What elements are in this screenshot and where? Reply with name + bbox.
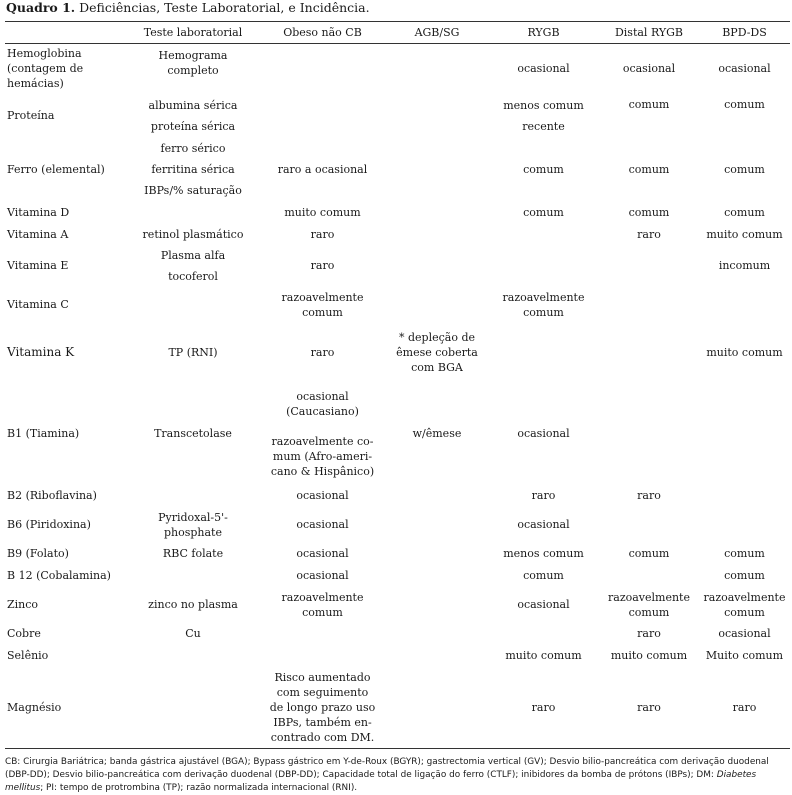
cell-line: phosphate (163, 525, 222, 539)
lab-test-cell: retinol plasmático (142, 227, 244, 241)
caption-label: Quadro 1. (6, 0, 76, 15)
header-cell: Obeso não CB (259, 22, 386, 44)
table-cell (699, 287, 790, 323)
table-cell (386, 565, 488, 587)
table-cell: raro (310, 227, 335, 241)
cell-line: recente (522, 119, 565, 133)
table-cell (599, 587, 699, 623)
table-cell (699, 485, 790, 507)
table-row (5, 224, 790, 245)
cell-line: Risco aumentado (274, 670, 371, 684)
table-cell (386, 224, 488, 245)
header-cell: AGB/SG (386, 22, 488, 44)
cell-line: razoavelmente co- (271, 434, 374, 448)
cell-line: ferritina sérica (151, 163, 235, 176)
table-cell: raro (637, 227, 661, 241)
table-cell (599, 383, 699, 485)
table-cell: Muito comum (705, 649, 784, 662)
cell-line: comum (523, 305, 564, 319)
table-cell: w/êmese (412, 427, 462, 440)
row-label (5, 44, 127, 94)
header-row (5, 22, 790, 44)
table-cell (386, 485, 488, 507)
cell-line: Plasma alfa (160, 248, 226, 262)
table-cell (386, 44, 488, 94)
table-cell: comum (724, 569, 765, 582)
table-cell (599, 507, 699, 543)
table-cell (699, 587, 790, 623)
cell-line: com seguimento (276, 685, 369, 699)
table-row (5, 565, 790, 587)
row-label-line: (contagem de (7, 62, 84, 76)
row-label-line: hemácias) (7, 77, 64, 91)
table-cell: raro (531, 489, 556, 502)
table-cell (488, 94, 599, 138)
lab-test-cell (127, 138, 259, 202)
cell-line: proteína sérica (150, 119, 236, 133)
row-label: Proteína (7, 109, 55, 122)
table-cell: muito comum (284, 206, 361, 219)
table-cell: raro (310, 346, 335, 359)
table-cell (259, 645, 386, 667)
row-label: Selênio (7, 649, 49, 662)
table-cell: muito comum (610, 649, 688, 662)
table-cell (599, 245, 699, 287)
table-cell (488, 323, 599, 383)
cell-line: razoavelmente (281, 590, 364, 604)
cell-line: IBPs, também en- (273, 715, 372, 729)
table-cell: muito comum (706, 227, 783, 241)
row-label: Vitamina A (7, 227, 69, 241)
table-cell: comum (724, 97, 765, 111)
lab-test-cell (127, 44, 259, 94)
lab-test-cell (127, 667, 259, 749)
table-cell (488, 224, 599, 245)
cell-line: Hemograma (158, 48, 228, 62)
table-cell (599, 565, 699, 587)
lab-test-cell (127, 287, 259, 323)
table-cell: ocasional (517, 62, 570, 76)
table-cell (386, 138, 488, 202)
cell-line: comum (302, 305, 343, 319)
table-cell: comum (628, 206, 670, 219)
table-cell: raro (599, 667, 699, 749)
table-cell: ocasional (296, 518, 349, 531)
table-cell: raro (637, 489, 661, 502)
table-cell: raro (310, 259, 335, 272)
table-row (5, 245, 790, 287)
row-label: Magnésio (5, 667, 127, 749)
lab-test-cell: TP (RNI) (168, 346, 218, 359)
table-cell: ocasional (517, 518, 570, 531)
row-label-line: Hemoglobina (7, 47, 82, 61)
table-cell: comum (523, 206, 564, 219)
caption-text: Deficiências, Teste Laboratorial, e Incidência. (79, 0, 370, 15)
table-row (5, 383, 790, 485)
table-row (5, 202, 790, 224)
cell-line: Pyridoxal-5'- (158, 510, 228, 524)
lab-test-cell (127, 507, 259, 543)
table-cell: incomum (718, 259, 771, 272)
table-cell (259, 287, 386, 323)
lab-test-cell: Transcetolase (154, 427, 232, 440)
table-cell (386, 667, 488, 749)
table-cell (259, 383, 386, 485)
lab-test-cell (127, 645, 259, 667)
table-cell (599, 323, 699, 383)
table-cell (259, 94, 386, 138)
table-cell (259, 667, 386, 749)
table-caption (6, 0, 370, 16)
cell-line: mum (Afro-ameri- (272, 449, 373, 463)
table-cell (488, 623, 599, 645)
row-label: Vitamina K (7, 345, 75, 359)
lab-test-cell: Cu (185, 627, 201, 640)
table-cell: muito comum (706, 346, 783, 359)
table-cell (259, 623, 386, 645)
table-cell: comum (628, 547, 670, 560)
row-label: B 12 (Cobalamina) (7, 569, 111, 582)
cell-line: ocasional (296, 389, 349, 403)
table-row (5, 507, 790, 543)
table-cell (386, 323, 488, 383)
table-cell: raro (699, 667, 790, 749)
table-cell (386, 94, 488, 138)
lab-test-cell (127, 202, 259, 224)
table-cell (386, 245, 488, 287)
table-cell: raro a ocasional (277, 163, 368, 176)
table-cell: comum (628, 163, 670, 176)
cell-line: tocoferol (168, 269, 218, 283)
table-cell (699, 507, 790, 543)
table-cell (699, 383, 790, 485)
cell-line: razoavelmente (703, 590, 786, 604)
table-cell: ocasional (517, 598, 570, 611)
cell-line: de longo prazo uso (269, 700, 376, 714)
table-row (5, 543, 790, 565)
table-cell: comum (523, 569, 564, 582)
table-cell (599, 287, 699, 323)
lab-test-cell: zinco no plasma (148, 598, 238, 611)
lab-test-cell (127, 245, 259, 287)
table-row (5, 138, 790, 202)
table-row (5, 645, 790, 667)
row-label: B6 (Piridoxina) (7, 518, 91, 531)
table-cell (386, 202, 488, 224)
footnote-text-end: ; PI: tempo de protrombina (TP); razão normalizada internacional (RNI). (40, 783, 358, 793)
header-cell: BPD-DS (699, 22, 790, 44)
table-cell: raro (637, 627, 661, 640)
row-label: Zinco (7, 598, 39, 611)
table-cell: ocasional (517, 427, 570, 440)
header-cell (5, 22, 127, 44)
cell-line: razoavelmente (608, 590, 690, 604)
row-label: B1 (Tiamina) (7, 427, 80, 440)
cell-line: contrado com DM. (270, 730, 375, 744)
lab-test-cell (127, 94, 259, 138)
cell-line: com BGA (411, 361, 463, 374)
cell-line: IBPs/% saturação (144, 184, 242, 197)
table-row (5, 587, 790, 623)
table-cell: menos comum (503, 547, 584, 560)
table-cell (386, 287, 488, 323)
table-cell: raro (488, 667, 599, 749)
cell-line: razoavelmente (502, 290, 585, 304)
table-row (5, 287, 790, 323)
lab-test-cell (127, 485, 259, 507)
header-cell: RYGB (488, 22, 599, 44)
table-cell (386, 543, 488, 565)
table-cell: ocasional (296, 489, 349, 502)
table-cell (386, 623, 488, 645)
row-label: Vitamina D (7, 206, 70, 219)
cell-line: cano & Hispânico) (270, 464, 375, 478)
deficiency-table (5, 21, 790, 749)
table-cell: comum (523, 163, 564, 176)
table-cell: comum (724, 163, 765, 176)
table-cell: comum (724, 206, 765, 219)
table-cell: ocasional (622, 62, 676, 76)
table-cell: ocasional (296, 547, 349, 560)
footnote-italic: Diabetes mellitus (5, 770, 757, 793)
table-cell (386, 507, 488, 543)
row-label: B9 (Folato) (7, 547, 69, 560)
table-cell: ocasional (718, 627, 771, 640)
table-cell: muito comum (505, 649, 582, 662)
table-row (5, 94, 790, 138)
table-footnote (5, 756, 788, 795)
table-cell: comum (628, 97, 670, 111)
row-label: Vitamina E (7, 259, 69, 272)
cell-line: razoavelmente (281, 290, 364, 304)
table-cell (259, 587, 386, 623)
table-row (5, 44, 790, 94)
cell-line: (Caucasiano) (286, 404, 359, 418)
cell-line: albumina sérica (148, 98, 238, 112)
table-cell (386, 587, 488, 623)
row-label: Cobre (7, 627, 41, 640)
table-cell (488, 245, 599, 287)
row-label: B2 (Riboflavina) (7, 489, 97, 502)
cell-line: comum (628, 605, 670, 619)
lab-test-cell (127, 565, 259, 587)
row-label: Vitamina C (7, 298, 69, 311)
table-cell (488, 287, 599, 323)
cell-line: comum (302, 605, 343, 619)
table-cell: ocasional (718, 62, 771, 76)
cell-line: * depleção de (398, 331, 475, 344)
cell-line: êmese coberta (396, 346, 478, 359)
table-row (5, 485, 790, 507)
table-cell: ocasional (296, 569, 349, 582)
header-cell: Teste laboratorial (127, 22, 259, 44)
table-cell (259, 44, 386, 94)
cell-line: menos comum (503, 98, 584, 112)
cell-line: ferro sérico (160, 142, 226, 155)
cell-line: completo (167, 63, 219, 77)
lab-test-cell: RBC folate (162, 547, 224, 560)
table-cell: comum (724, 547, 765, 560)
header-cell: Distal RYGB (599, 22, 699, 44)
table-cell (386, 645, 488, 667)
cell-line: comum (724, 605, 765, 619)
table-row (5, 667, 790, 749)
table-row (5, 623, 790, 645)
table-row (5, 323, 790, 383)
row-label: Ferro (elemental) (7, 163, 105, 176)
footnote-text: CB: Cirurgia Bariátrica; banda gástrica ajustável (BGA); Bypass gástrico em Y-de-Roux (BGYR); gastrectomia vertical (GV); Desvio bilio-pancreática com derivação duodenal (DBP-DD); Desvio bilio-pancreática com derivação duodenal (DBP-DD); Capacidade total de ligação do ferro (CTLF); inibidores da bomba de prótons (IBPs); DM: (5, 757, 769, 780)
